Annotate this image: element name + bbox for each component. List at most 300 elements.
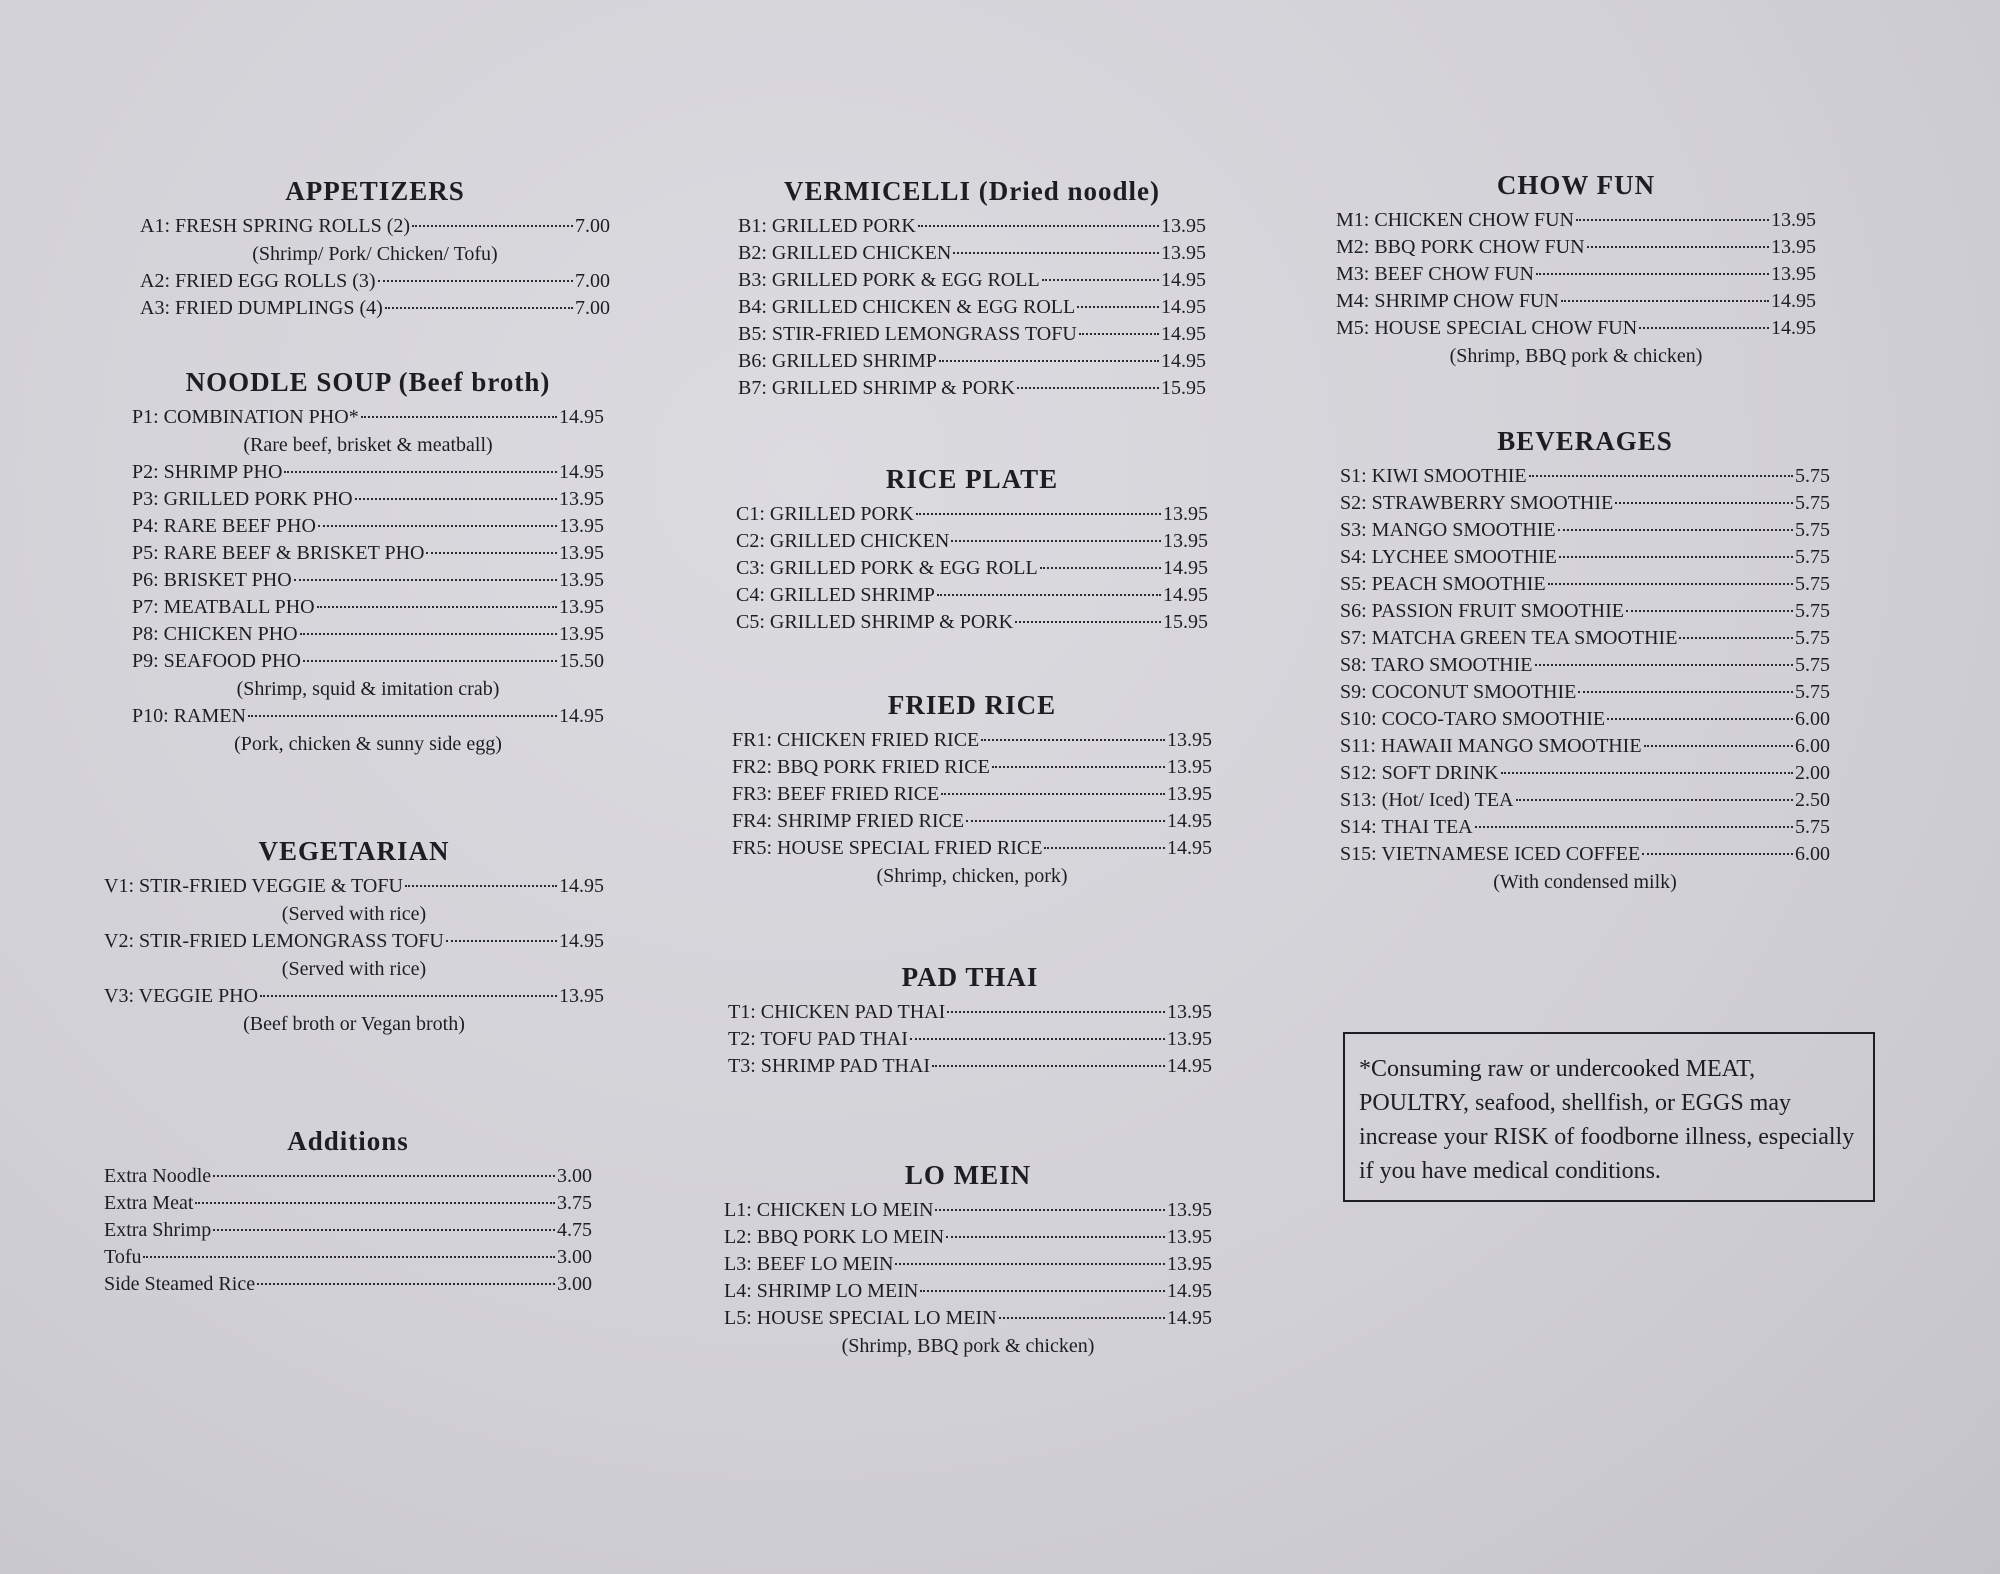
menu-item bbox=[132, 648, 604, 675]
menu-item bbox=[1336, 261, 1816, 288]
menu-item bbox=[736, 501, 1208, 528]
dot-leader bbox=[1535, 664, 1794, 666]
menu-item bbox=[1340, 679, 1830, 706]
item-price: 13.95 bbox=[1161, 215, 1206, 237]
item-name: P8: CHICKEN PHO bbox=[132, 623, 298, 645]
menu-item bbox=[132, 567, 604, 594]
dot-leader bbox=[1529, 475, 1793, 477]
item-price: 15.50 bbox=[559, 650, 604, 672]
menu-item bbox=[1340, 571, 1830, 598]
dot-leader bbox=[1040, 567, 1161, 569]
item-price: 13.95 bbox=[559, 596, 604, 618]
menu-item bbox=[738, 375, 1206, 402]
menu-item bbox=[728, 999, 1212, 1026]
menu-item bbox=[1340, 760, 1830, 787]
item-price: 2.00 bbox=[1795, 762, 1830, 784]
section-heading: BEVERAGES bbox=[1497, 426, 1673, 456]
item-name: S7: MATCHA GREEN TEA SMOOTHIE bbox=[1340, 627, 1678, 649]
dot-leader bbox=[1536, 273, 1769, 275]
menu-item bbox=[132, 540, 604, 567]
menu-list bbox=[1336, 207, 1816, 370]
item-price: 2.50 bbox=[1795, 789, 1830, 811]
item-name: S1: KIWI SMOOTHIE bbox=[1340, 465, 1527, 487]
menu-list bbox=[104, 1163, 592, 1298]
item-price: 13.95 bbox=[1167, 1226, 1212, 1248]
item-price: 5.75 bbox=[1795, 465, 1830, 487]
item-name: P6: BRISKET PHO bbox=[132, 569, 292, 591]
menu-list bbox=[736, 501, 1208, 636]
dot-leader bbox=[405, 885, 557, 887]
dot-leader bbox=[953, 252, 1159, 254]
menu-item bbox=[132, 486, 604, 513]
dot-leader bbox=[361, 416, 557, 418]
item-price: 14.95 bbox=[1161, 269, 1206, 291]
item-name: Side Steamed Rice bbox=[104, 1273, 256, 1295]
menu-item bbox=[1340, 841, 1830, 868]
item-price: 13.95 bbox=[559, 985, 604, 1007]
menu-item bbox=[132, 621, 604, 648]
item-price: 14.95 bbox=[559, 705, 604, 727]
dot-leader bbox=[446, 940, 557, 942]
vegetarian-section bbox=[104, 836, 604, 1038]
item-name: A2: FRIED EGG ROLLS (3) bbox=[140, 270, 376, 292]
menu-item bbox=[104, 983, 604, 1010]
dot-leader bbox=[1626, 610, 1793, 612]
item-name: A1: FRESH SPRING ROLLS (2) bbox=[140, 215, 411, 237]
item-name: T2: TOFU PAD THAI bbox=[728, 1028, 908, 1050]
dot-leader bbox=[1516, 799, 1794, 801]
item-name: B3: GRILLED PORK & EGG ROLL bbox=[738, 269, 1040, 291]
rice-plate-section bbox=[736, 464, 1208, 636]
item-price: 13.95 bbox=[559, 542, 604, 564]
dot-leader bbox=[385, 307, 573, 309]
item-price: 5.75 bbox=[1795, 681, 1830, 703]
item-name: FR1: CHICKEN FRIED RICE bbox=[732, 729, 980, 751]
dot-leader bbox=[1475, 826, 1793, 828]
dot-leader bbox=[910, 1038, 1165, 1040]
item-name: V3: VEGGIE PHO bbox=[104, 985, 259, 1007]
item-name: B1: GRILLED PORK bbox=[738, 215, 916, 237]
item-price: 13.95 bbox=[1167, 1253, 1212, 1275]
menu-item bbox=[724, 1224, 1212, 1251]
menu-item bbox=[132, 404, 604, 431]
item-name: P9: SEAFOOD PHO bbox=[132, 650, 301, 672]
dot-leader bbox=[1615, 502, 1793, 504]
item-price: 13.95 bbox=[1167, 729, 1212, 751]
menu-item bbox=[1340, 787, 1830, 814]
menu-item bbox=[104, 1271, 592, 1298]
dot-leader bbox=[935, 1209, 1165, 1211]
menu-list bbox=[728, 999, 1212, 1080]
item-price: 7.00 bbox=[575, 297, 610, 319]
item-name: S11: HAWAII MANGO SMOOTHIE bbox=[1340, 735, 1642, 757]
menu-list bbox=[140, 213, 610, 322]
menu-item bbox=[724, 1251, 1212, 1278]
dot-leader bbox=[1558, 529, 1793, 531]
item-price: 15.95 bbox=[1161, 377, 1206, 399]
item-name: M5: HOUSE SPECIAL CHOW FUN bbox=[1336, 317, 1638, 339]
item-price: 13.95 bbox=[1771, 209, 1816, 231]
dot-leader bbox=[946, 1236, 1165, 1238]
item-price: 14.95 bbox=[1167, 837, 1212, 859]
menu-item bbox=[736, 582, 1208, 609]
menu-item bbox=[104, 928, 604, 955]
fried-rice-section bbox=[732, 690, 1212, 890]
section-heading: PAD THAI bbox=[901, 962, 1039, 992]
item-name: V1: STIR-FRIED VEGGIE & TOFU bbox=[104, 875, 403, 897]
section-heading: NOODLE SOUP (Beef broth) bbox=[185, 367, 551, 397]
appetizers-section bbox=[140, 176, 610, 322]
item-name: B5: STIR-FRIED LEMONGRASS TOFU bbox=[738, 323, 1077, 345]
item-price: 14.95 bbox=[1161, 323, 1206, 345]
item-price: 14.95 bbox=[1167, 810, 1212, 832]
dot-leader bbox=[317, 606, 557, 608]
item-note: (Shrimp, BBQ pork & chicken) bbox=[1449, 345, 1703, 367]
item-price: 14.95 bbox=[1167, 1307, 1212, 1329]
item-price: 3.75 bbox=[557, 1192, 592, 1214]
section-heading: Additions bbox=[287, 1126, 409, 1156]
item-name: S2: STRAWBERRY SMOOTHIE bbox=[1340, 492, 1614, 514]
menu-item bbox=[1340, 598, 1830, 625]
item-price: 3.00 bbox=[557, 1165, 592, 1187]
item-price: 14.95 bbox=[1771, 290, 1816, 312]
menu-item bbox=[724, 1305, 1212, 1332]
item-name: L4: SHRIMP LO MEIN bbox=[724, 1280, 919, 1302]
dot-leader bbox=[920, 1290, 1165, 1292]
dot-leader bbox=[294, 579, 557, 581]
item-name: L1: CHICKEN LO MEIN bbox=[724, 1199, 934, 1221]
section-heading: APPETIZERS bbox=[285, 176, 465, 206]
item-name: C2: GRILLED CHICKEN bbox=[736, 530, 950, 552]
beverages-section bbox=[1340, 426, 1830, 896]
menu-item bbox=[724, 1278, 1212, 1305]
item-name: FR3: BEEF FRIED RICE bbox=[732, 783, 940, 805]
item-price: 14.95 bbox=[1161, 296, 1206, 318]
dot-leader bbox=[143, 1256, 555, 1258]
menu-item bbox=[732, 754, 1212, 781]
item-name: S14: THAI TEA bbox=[1340, 816, 1473, 838]
item-name: T3: SHRIMP PAD THAI bbox=[728, 1055, 931, 1077]
item-name: A3: FRIED DUMPLINGS (4) bbox=[140, 297, 383, 319]
item-price: 14.95 bbox=[1163, 557, 1208, 579]
dot-leader bbox=[941, 793, 1165, 795]
menu-item bbox=[1340, 490, 1830, 517]
menu-item bbox=[1340, 517, 1830, 544]
dot-leader bbox=[355, 498, 557, 500]
item-price: 14.95 bbox=[1163, 584, 1208, 606]
menu-item bbox=[728, 1053, 1212, 1080]
menu-item bbox=[104, 1163, 592, 1190]
item-name: P5: RARE BEEF & BRISKET PHO bbox=[132, 542, 425, 564]
menu-item bbox=[104, 1217, 592, 1244]
dot-leader bbox=[1044, 847, 1165, 849]
item-name: S13: (Hot/ Iced) TEA bbox=[1340, 789, 1514, 811]
item-price: 4.75 bbox=[557, 1219, 592, 1241]
dot-leader bbox=[412, 225, 573, 227]
item-price: 14.95 bbox=[559, 461, 604, 483]
dot-leader bbox=[260, 995, 557, 997]
dot-leader bbox=[937, 594, 1161, 596]
item-price: 13.95 bbox=[559, 623, 604, 645]
item-price: 13.95 bbox=[559, 488, 604, 510]
item-price: 14.95 bbox=[1771, 317, 1816, 339]
item-name: L2: BBQ PORK LO MEIN bbox=[724, 1226, 945, 1248]
section-heading: LO MEIN bbox=[904, 1160, 1032, 1190]
item-name: B6: GRILLED SHRIMP bbox=[738, 350, 937, 372]
item-name: P4: RARE BEEF PHO bbox=[132, 515, 316, 537]
menu-item bbox=[738, 240, 1206, 267]
item-price: 7.00 bbox=[575, 215, 610, 237]
item-note: (Shrimp, squid & imitation crab) bbox=[236, 678, 500, 700]
item-price: 14.95 bbox=[1167, 1055, 1212, 1077]
dot-leader bbox=[999, 1317, 1165, 1319]
item-name: S9: COCONUT SMOOTHIE bbox=[1340, 681, 1577, 703]
menu-list bbox=[732, 727, 1212, 890]
item-name: Extra Noodle bbox=[104, 1165, 212, 1187]
menu-list bbox=[104, 873, 604, 1038]
dot-leader bbox=[195, 1202, 555, 1204]
dot-leader bbox=[284, 471, 557, 473]
menu-item bbox=[736, 609, 1208, 636]
item-price: 13.95 bbox=[1161, 242, 1206, 264]
dot-leader bbox=[1561, 300, 1769, 302]
dot-leader bbox=[1644, 745, 1793, 747]
menu-item bbox=[738, 294, 1206, 321]
item-name: V2: STIR-FRIED LEMONGRASS TOFU bbox=[104, 930, 444, 952]
dot-leader bbox=[1079, 333, 1159, 335]
menu-item bbox=[104, 873, 604, 900]
item-price: 5.75 bbox=[1795, 654, 1830, 676]
item-name: FR4: SHRIMP FRIED RICE bbox=[732, 810, 965, 832]
dot-leader bbox=[895, 1263, 1165, 1265]
menu-item bbox=[1340, 814, 1830, 841]
item-name: S8: TARO SMOOTHIE bbox=[1340, 654, 1533, 676]
dot-leader bbox=[300, 633, 557, 635]
dot-leader bbox=[1587, 246, 1769, 248]
menu-item bbox=[736, 528, 1208, 555]
section-heading: VEGETARIAN bbox=[258, 836, 450, 866]
item-price: 14.95 bbox=[1167, 1280, 1212, 1302]
additions-section bbox=[104, 1126, 592, 1298]
item-note: (Served with rice) bbox=[281, 903, 427, 925]
dot-leader bbox=[1501, 772, 1793, 774]
dot-leader bbox=[1642, 853, 1793, 855]
dot-leader bbox=[1015, 621, 1161, 623]
dot-leader bbox=[1576, 219, 1769, 221]
item-name: B2: GRILLED CHICKEN bbox=[738, 242, 952, 264]
item-price: 3.00 bbox=[557, 1273, 592, 1295]
menu-item bbox=[140, 268, 610, 295]
item-price: 13.95 bbox=[1167, 1028, 1212, 1050]
dot-leader bbox=[1607, 718, 1793, 720]
item-price: 5.75 bbox=[1795, 816, 1830, 838]
item-price: 6.00 bbox=[1795, 735, 1830, 757]
item-note: (Pork, chicken & sunny side egg) bbox=[234, 733, 502, 755]
dot-leader bbox=[1639, 327, 1769, 329]
item-name: P2: SHRIMP PHO bbox=[132, 461, 283, 483]
item-price: 13.95 bbox=[1163, 503, 1208, 525]
item-name: S10: COCO-TARO SMOOTHIE bbox=[1340, 708, 1606, 730]
item-price: 14.95 bbox=[559, 930, 604, 952]
dot-leader bbox=[318, 525, 557, 527]
dot-leader bbox=[213, 1175, 555, 1177]
pad-thai-section bbox=[728, 962, 1212, 1080]
item-price: 13.95 bbox=[1167, 756, 1212, 778]
dot-leader bbox=[248, 715, 557, 717]
menu-item bbox=[132, 594, 604, 621]
menu-item bbox=[738, 321, 1206, 348]
dot-leader bbox=[1017, 387, 1159, 389]
item-name: FR5: HOUSE SPECIAL FRIED RICE bbox=[732, 837, 1043, 859]
item-price: 14.95 bbox=[559, 406, 604, 428]
item-name: M3: BEEF CHOW FUN bbox=[1336, 263, 1534, 285]
menu-item bbox=[738, 267, 1206, 294]
dot-leader bbox=[1042, 279, 1159, 281]
item-name: S6: PASSION FRUIT SMOOTHIE bbox=[1340, 600, 1624, 622]
item-name: L5: HOUSE SPECIAL LO MEIN bbox=[724, 1307, 997, 1329]
dot-leader bbox=[992, 766, 1165, 768]
item-name: M1: CHICKEN CHOW FUN bbox=[1336, 209, 1574, 231]
dot-leader bbox=[378, 280, 573, 282]
item-note: (Shrimp, chicken, pork) bbox=[876, 865, 1068, 887]
item-name: S4: LYCHEE SMOOTHIE bbox=[1340, 546, 1557, 568]
dot-leader bbox=[932, 1065, 1165, 1067]
item-name: C1: GRILLED PORK bbox=[736, 503, 914, 525]
item-price: 13.95 bbox=[1167, 783, 1212, 805]
item-name: C4: GRILLED SHRIMP bbox=[736, 584, 935, 606]
chow-fun-section bbox=[1336, 170, 1816, 370]
item-note: (Beef broth or Vegan broth) bbox=[243, 1013, 465, 1035]
section-heading: FRIED RICE bbox=[887, 690, 1057, 720]
item-name: S5: PEACH SMOOTHIE bbox=[1340, 573, 1546, 595]
item-name: S12: SOFT DRINK bbox=[1340, 762, 1499, 784]
item-name: P3: GRILLED PORK PHO bbox=[132, 488, 353, 510]
item-name: C5: GRILLED SHRIMP & PORK bbox=[736, 611, 1014, 633]
menu-item bbox=[732, 781, 1212, 808]
item-price: 14.95 bbox=[1161, 350, 1206, 372]
item-price: 5.75 bbox=[1795, 627, 1830, 649]
menu-item bbox=[728, 1026, 1212, 1053]
section-heading: RICE PLATE bbox=[885, 464, 1059, 494]
item-price: 5.75 bbox=[1795, 546, 1830, 568]
menu-list bbox=[738, 213, 1206, 402]
item-name: T1: CHICKEN PAD THAI bbox=[728, 1001, 946, 1023]
dot-leader bbox=[257, 1283, 555, 1285]
dot-leader bbox=[966, 820, 1165, 822]
item-name: L3: BEEF LO MEIN bbox=[724, 1253, 894, 1275]
menu-item bbox=[1340, 706, 1830, 733]
dot-leader bbox=[1578, 691, 1793, 693]
item-note: (With condensed milk) bbox=[1493, 871, 1677, 893]
menu-item bbox=[140, 213, 610, 240]
menu-item bbox=[1340, 625, 1830, 652]
item-price: 6.00 bbox=[1795, 708, 1830, 730]
item-price: 13.95 bbox=[559, 569, 604, 591]
item-price: 13.95 bbox=[1167, 1001, 1212, 1023]
item-price: 7.00 bbox=[575, 270, 610, 292]
item-name: P10: RAMEN bbox=[132, 705, 246, 727]
item-price: 5.75 bbox=[1795, 600, 1830, 622]
dot-leader bbox=[303, 660, 557, 662]
item-note: (Shrimp/ Pork/ Chicken/ Tofu) bbox=[252, 243, 498, 265]
menu-item bbox=[732, 835, 1212, 862]
vermicelli-section bbox=[738, 176, 1206, 402]
menu-item bbox=[1336, 315, 1816, 342]
noodle-soup-section bbox=[132, 367, 604, 758]
menu-item bbox=[736, 555, 1208, 582]
dot-leader bbox=[1679, 637, 1793, 639]
dot-leader bbox=[1559, 556, 1793, 558]
menu-item bbox=[132, 513, 604, 540]
menu-item bbox=[104, 1190, 592, 1217]
menu-item bbox=[132, 703, 604, 730]
item-name: S3: MANGO SMOOTHIE bbox=[1340, 519, 1556, 541]
item-name: M4: SHRIMP CHOW FUN bbox=[1336, 290, 1559, 312]
section-heading: VERMICELLI (Dried noodle) bbox=[783, 176, 1160, 206]
dot-leader bbox=[951, 540, 1161, 542]
item-name: M2: BBQ PORK CHOW FUN bbox=[1336, 236, 1585, 258]
menu-item bbox=[732, 727, 1212, 754]
menu-item bbox=[1336, 207, 1816, 234]
dot-leader bbox=[426, 552, 557, 554]
menu-item bbox=[1340, 733, 1830, 760]
item-name: B7: GRILLED SHRIMP & PORK bbox=[738, 377, 1016, 399]
menu-list bbox=[132, 404, 604, 758]
menu-item bbox=[104, 1244, 592, 1271]
dot-leader bbox=[939, 360, 1159, 362]
dot-leader bbox=[213, 1229, 555, 1231]
dot-leader bbox=[918, 225, 1159, 227]
item-note: (Shrimp, BBQ pork & chicken) bbox=[841, 1335, 1095, 1357]
menu-item bbox=[732, 808, 1212, 835]
item-price: 5.75 bbox=[1795, 492, 1830, 514]
item-price: 5.75 bbox=[1795, 519, 1830, 541]
dot-leader bbox=[1548, 583, 1793, 585]
menu-item bbox=[1336, 288, 1816, 315]
menu-item bbox=[1340, 652, 1830, 679]
menu-item bbox=[738, 348, 1206, 375]
menu-item bbox=[738, 213, 1206, 240]
menu-list bbox=[724, 1197, 1212, 1360]
dot-leader bbox=[947, 1011, 1165, 1013]
item-note: (Rare beef, brisket & meatball) bbox=[243, 434, 493, 456]
item-name: P1: COMBINATION PHO* bbox=[132, 406, 359, 428]
menu-list bbox=[1340, 463, 1830, 896]
item-price: 15.95 bbox=[1163, 611, 1208, 633]
section-heading: CHOW FUN bbox=[1496, 170, 1656, 200]
menu-item bbox=[724, 1197, 1212, 1224]
item-name: C3: GRILLED PORK & EGG ROLL bbox=[736, 557, 1038, 579]
item-price: 13.95 bbox=[1167, 1199, 1212, 1221]
item-price: 13.95 bbox=[1771, 236, 1816, 258]
item-name: FR2: BBQ PORK FRIED RICE bbox=[732, 756, 990, 778]
menu-item bbox=[1340, 544, 1830, 571]
menu-item bbox=[1340, 463, 1830, 490]
item-price: 14.95 bbox=[559, 875, 604, 897]
item-name: Extra Meat bbox=[104, 1192, 194, 1214]
item-name: S15: VIETNAMESE ICED COFFEE bbox=[1340, 843, 1641, 865]
item-price: 13.95 bbox=[559, 515, 604, 537]
menu-item bbox=[132, 459, 604, 486]
lo-mein-section bbox=[724, 1160, 1212, 1360]
food-safety-warning: *Consuming raw or undercooked MEAT, POULTRY, seafood, shellfish, or EGGS may increase your RISK of foodborne illness, especially if you have medical conditions. bbox=[1343, 1032, 1875, 1202]
item-note: (Served with rice) bbox=[281, 958, 427, 980]
item-price: 5.75 bbox=[1795, 573, 1830, 595]
menu-item bbox=[140, 295, 610, 322]
item-price: 3.00 bbox=[557, 1246, 592, 1268]
dot-leader bbox=[1077, 306, 1159, 308]
item-name: P7: MEATBALL PHO bbox=[132, 596, 315, 618]
